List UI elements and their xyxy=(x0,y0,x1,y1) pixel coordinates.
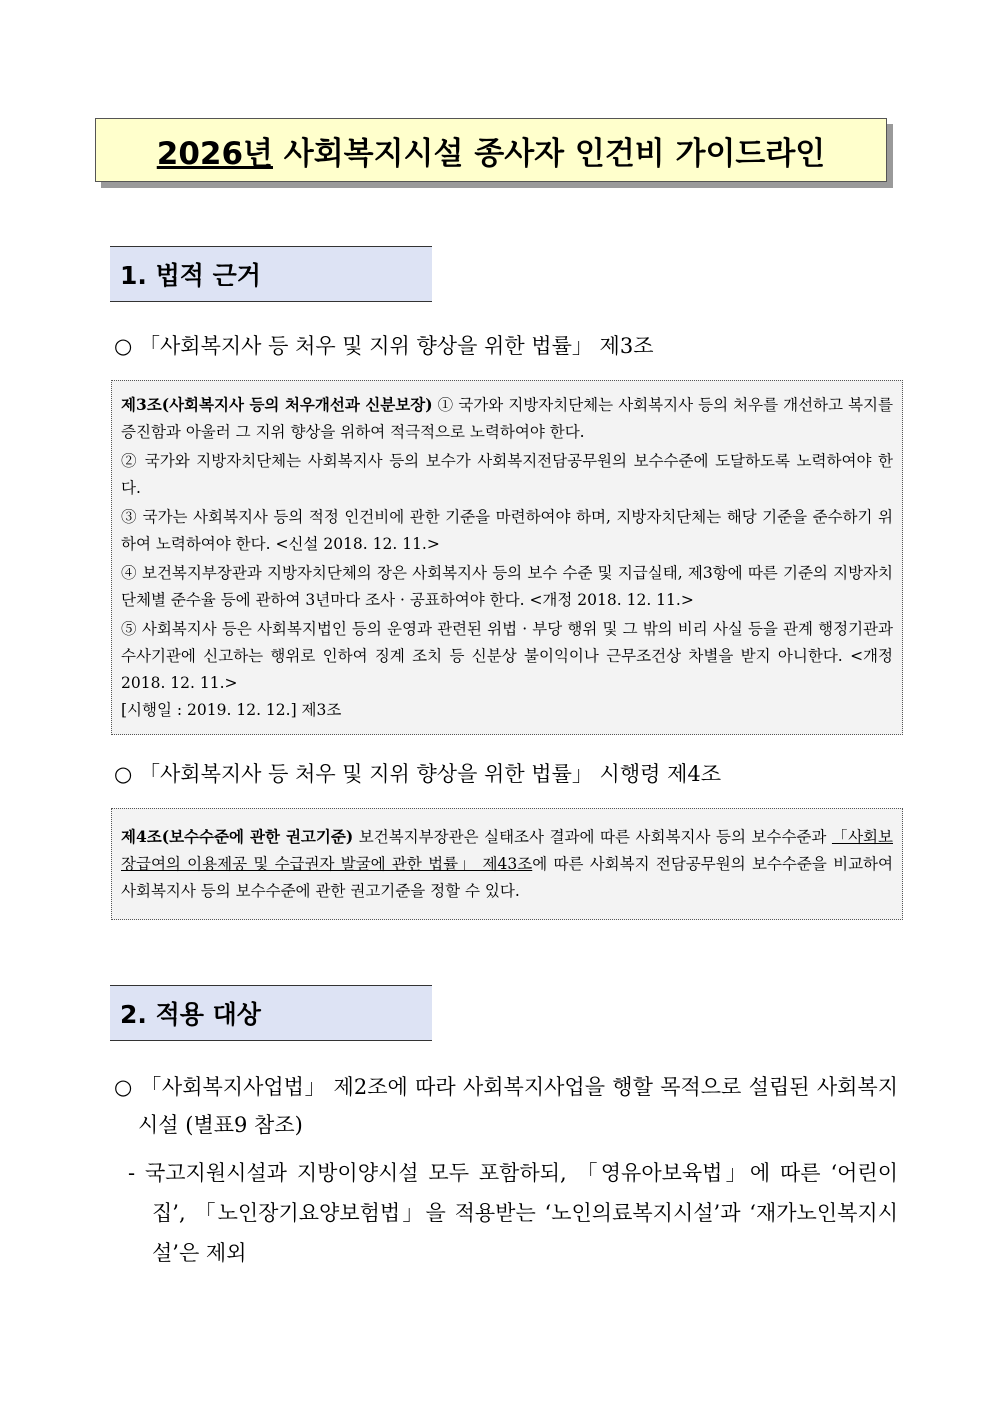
document-title xyxy=(157,128,826,173)
title-rest: 사회복지시설 종사자 인건비 가이드라인 xyxy=(272,135,826,172)
section-heading-target-scope xyxy=(110,985,432,1041)
decree-text-a: 보건복지부장관은 실태조사 결과에 따른 사회복지사 등의 보수수준과 xyxy=(353,828,832,846)
bullet-decree-reference: ○ 「사회복지사 등 처우 및 지위 향상을 위한 법률」 시행령 제4조 xyxy=(114,762,722,786)
law-paragraph-1 xyxy=(121,391,893,446)
article-text: ① 국가와 지방자치단체는 사회복지사 등의 처우를 개선하고 복지를 증진함과 아울러 그 지위 향상을 위하여 적극적으로 노력하여야 한다. xyxy=(121,396,893,441)
section-heading-text: 2. 적용 대상 xyxy=(120,1000,261,1029)
law-paragraph-4: ④ 보건복지부장관과 지방자치단체의 장은 사회복지사 등의 보수 수준 및 지급실태, 제3항에 따른 기준의 지방자치단체별 준수율 등에 관하여 3년마다 조사 · 공표하여야 한다. <개정 2018. 12. 11.> xyxy=(121,564,893,609)
article-title: 제3조(사회복지사 등의 처우개선과 신분보장) xyxy=(121,395,433,414)
document-title-box xyxy=(95,118,887,182)
law-paragraph-3: ③ 국가는 사회복지사 등의 적정 인건비에 관한 기준을 마련하여야 하며, 지방자치단체는 해당 기준을 준수하기 위하여 노력하여야 한다. <신설 2018. 12. 11.> xyxy=(121,508,893,553)
sub-bullet-exclusions: - 국고지원시설과 지방이양시설 모두 포함하되, 「영유아보육법」에 따른 ‘어린이집’, 「노인장기요양보험법」을 적용받는 ‘노인의료복지시설’과 ‘재가노인복지시설’은 제외 xyxy=(128,1161,898,1265)
decree-article-title: 제4조(보수수준에 관한 권고기준) xyxy=(121,827,354,846)
section-heading-legal-basis xyxy=(110,246,432,302)
law-enforcement-date: [시행일 : 2019. 12. 12.] 제3조 xyxy=(121,701,342,719)
decree-referenced-law: 「사회보장급여의 이용제공 및 수급권자 발굴에 관한 법률」 제43조 xyxy=(121,828,893,873)
bullet-target-facilities: ○ 「사회복지사업법」 제2조에 따라 사회복지사업을 행할 목적으로 설립된 사회복지시설 (별표9 참조) xyxy=(114,1075,898,1137)
law-excerpt-box-article4 xyxy=(111,808,903,920)
law-excerpt-box-article3 xyxy=(111,380,903,735)
decree-paragraph xyxy=(121,823,893,905)
title-year: 2026년 xyxy=(156,135,273,172)
section-heading-text: 1. 법적 근거 xyxy=(120,261,261,290)
law-paragraph-5: ⑤ 사회복지사 등은 사회복지법인 등의 운영과 관련된 위법 · 부당 행위 및 그 밖의 비리 사실 등을 관계 행정기관과 수사기관에 신고하는 행위로 인하여 징계 조치 등 신분상 불이익이나 근무조건상 차별을 받지 아니한다. <개정 2018. 12. 11.> xyxy=(121,620,893,692)
law-paragraph-2: ② 국가와 지방자치단체는 사회복지사 등의 보수가 사회복지전담공무원의 보수수준에 도달하도록 노력하여야 한다. xyxy=(121,452,894,497)
decree-text-b: 에 따른 사회복지 전담공무원의 보수수준을 비교하여 사회복지사 등의 보수수준에 관한 권고기준을 정할 수 있다. xyxy=(121,855,894,900)
bullet-law-reference: ○ 「사회복지사 등 처우 및 지위 향상을 위한 법률」 제3조 xyxy=(114,334,654,358)
